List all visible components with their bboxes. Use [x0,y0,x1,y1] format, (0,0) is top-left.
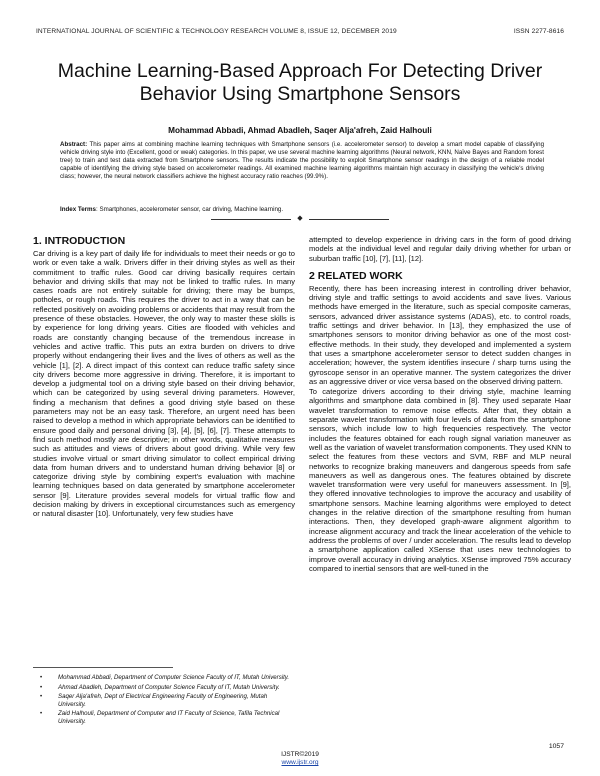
footnote-item [40,674,292,682]
footnote-item [40,684,292,692]
footnote-text: Mohammad Abbadi, Department of Computer Science Faculty of IT, Mutah University. [58,674,290,681]
footnote-item [40,693,292,708]
index-terms [60,206,544,214]
related-work-paragraph-2: To categorize drivers according to their driving style, machine learning algorithms and smartphone data combined in [8]. They used separate Haar wavelet transformation to remove noise effects. After that, they obtain a separate wavelet transformation with four levels of data from the smartphone sensors, which include low to high frequencies respectively. The vector includes the features obtained for each rough signal variation maneuver as well as the variation of wavelet transformation components. They used KNN to select the features from these vectors and SVM, RBF and MLP neural networks to recognize braking maneuvers and dangerous speeds from safe maneuvers as well as dangerous ones. The features obtained by discrete wavelet transformation were very useful for maneuvers assessment. In [9], they offered innovative technologies to improve the accuracy and usability of smartphone sensors. Machine learning algorithms were employed to detect changes in the relative direction of the smartphone resulting from human interactions. Then, they developed graph-aware alignment algorithm to increase alignment accuracy and track the linear acceleration of the vehicle to address the problems of over / under acceleration. The results lead to develop a smartphone application called XSense that uses new technologies to improve overall accuracy in driving analytics. XSense improved 75% accuracy compared to inertial sensors that are well-tuned in the [309,387,571,573]
issn-header: ISSN 2277-8616 [513,28,564,35]
journal-website-link[interactable]: www.ijstr.org [281,759,319,766]
separator-line-right [309,219,389,220]
footer-url-line [0,759,600,766]
footnote-rule [33,667,173,668]
right-column [309,235,571,573]
diamond-icon: ◆ [297,215,303,222]
bullet-icon: • [40,683,43,691]
related-work-paragraph-1: Recently, there has been increasing interest in controlling driver behavior, driving style and traffic settings to avoid accidents and save lives. Various methods have emerged in the literature, such as special composite cameras, sensors, advanced driver assistance systems (ADAS), etc. to control roads, traffic settings and driver behavior. In [13], they emphasized the use of smartphones sensors to monitor driving behavior as one of the most cost-effective methods. In their study, they developed and implemented a system that uses a smartphone accelerometer sensor to detect sudden changes in acceleration; however, the system identifies insecure / sharp turns using the gyroscope sensor in an operative manner. The system categorizes the driver as an aggressive driver or vice versa based on the observed driving pattern. [309,283,571,386]
bullet-icon: • [40,674,43,681]
footnote-text: Saqer Alja'afreh, Dept of Electrical Engineering Faculty of Engineering, Mutah University. [58,693,268,708]
section-heading-introduction: 1. INTRODUCTION [33,235,126,247]
abstract [60,141,544,181]
abstract-text: This paper aims at combining machine learning techniques with Smartphone sensors (i.e. accelerometer sensor) to develop a smart model capable of classifying vehicle driving style into (Excellent, good or weak) categories. In this paper, we use several machine learning algorithms (Neural network, KNN, Naïve Bayes and Random forest tree) to train and test data extracted from Smartphone sensors. The results indicate the possibility to exploit Smartphone sensor readings in the design of a reliable model capable of identifying the driving style based on accelerometer readings. All examined machine learning algorithms maintain high accuracy in classifying the vehicle's driving class; however, the neural network classifiers achieve the highest accuracy ratio reaches (99.9%). [60,141,545,181]
footnote-text: Zaid Halhouli, Department of Computer and IT Faculty of Science, Tafila Technical University. [58,710,280,725]
index-terms-label: Index Terms [60,206,96,213]
bullet-icon: • [40,710,43,718]
paper-title: Machine Learning-Based Approach For Detecting Driver Behavior Using Smartphone Sensors [57,60,543,105]
section-separator [209,215,391,223]
footer-copyright: IJSTR©2019 [281,751,319,758]
introduction-paragraph-continued: attempted to develop experience in driving cars in the form of good driving models at the individual level and regular daily driving whether for urban or suburban traffic [10], [7], [11], [12]. [309,235,571,263]
section-heading-related-work: 2 RELATED WORK [309,269,403,282]
footnote-text: Ahmad Abadleh, Department of Computer Science Faculty of IT, Mutah University. [58,683,280,691]
left-column [33,235,295,519]
author-footnotes [40,674,292,728]
introduction-paragraph: Car driving is a key part of daily life for individuals to meet their needs or go to work or even take a walk. Drivers differ in their driving styles as well as their commitment to traffic rules. Good car driving basically requires certain behavior and driving skills that may not be linked to traffic rules. In many cases roads are not entirely suitable for driving; there may be bumps, potholes, or rough roads. This requires the driver to act in a way that can be reflected positively on avoiding problems or accidents that may result from the presence of these obstacles. However, the only way to master these skills is by experience for long driving years. Cities are flooded with vehicles and roads are constantly changing because of the tremendous increase in vehicles and active traffic. This puts an extra burden on drivers to drive properly without endangering their lives and the lives of others as well as the vehicle [1], [2]. A direct impact of this context can reduce traffic safety since city drivers become more aggressive in driving. Therefore, it is important to develop a judgmental tool on a driving style based on their driving behavior, which can be categorized by using several driving parameters. However, finding a mechanism that defines a good driving style based on these parameters may not be an easy task. Therefore, an urgent need has been raised to develop a method in which appropriate behaviors can be identified to ensure good daily and personal driving [3], [4], [5], [6], [7]. These attempts to find such method mostly are descriptive; in other words, qualitative measures such as attitudes and views of drivers about good driving. While very few studies involve virtual or smart driving simulator to collect empirical driving data from human drivers and to understand human driving behavior [8] or categorize driving style by combining expert's evaluation with machine learning techniques based on data generated by smartphone accelerometer sensor [9]. Literature provides several models for virtual traffic flow and decision making by drivers in exceptional circumstances such as emergency or natural disaster [10]. Unfortunately, very few studies have [33,249,295,519]
journal-header: INTERNATIONAL JOURNAL OF SCIENTIFIC & TECHNOLOGY RESEARCH VOLUME 8, ISSUE 12, DECEMBER 2019 [36,28,397,35]
footnote-item [40,710,292,725]
authors-line: Mohammad Abbadi, Ahmad Abadleh, Saqer Alja'afreh, Zaid Halhouli [168,126,432,135]
separator-line-left [211,219,291,220]
index-terms-text: : Smartphones, accelerometer sensor, car driving, Machine learning. [96,206,284,213]
page-number: 1057 [548,743,564,750]
bullet-icon: • [40,693,43,701]
abstract-label: Abstract: [60,141,88,148]
